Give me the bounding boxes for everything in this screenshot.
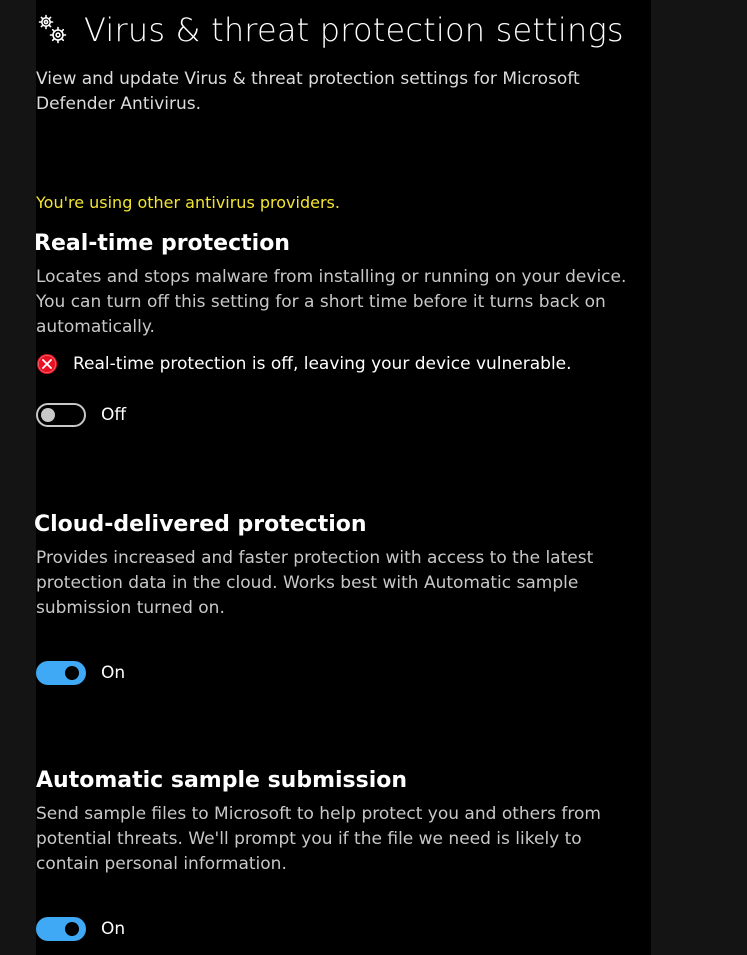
page-description: View and update Virus & threat protection settings for Microsoft Defender Antivirus. <box>36 69 580 114</box>
realtime-protection-toggle-row <box>36 403 646 427</box>
cloud-protection-toggle-row <box>36 661 646 685</box>
gears-icon <box>36 13 70 47</box>
cloud-protection-toggle-label: On <box>101 663 126 683</box>
sample-submission-toggle-row <box>36 917 646 941</box>
realtime-protection-description: Locates and stops malware from installing or running on your device. You can turn off this setting for a short time before it turns back on automatically. <box>36 267 627 337</box>
sample-submission-title: Automatic sample submission <box>36 768 408 793</box>
page-header <box>36 8 624 52</box>
sample-submission-description: Send sample files to Microsoft to help protect you and others from potential threats. We'll prompt you if the file we need is likely to contain personal information. <box>36 804 601 874</box>
realtime-protection-warning-text: Real-time protection is off, leaving your device vulnerable. <box>73 354 572 374</box>
realtime-protection-toggle[interactable] <box>36 403 86 427</box>
cloud-protection-title: Cloud-delivered protection <box>34 512 367 537</box>
realtime-protection-title: Real-time protection <box>34 231 290 256</box>
toggle-knob <box>65 922 79 936</box>
toggle-knob <box>65 666 79 680</box>
cloud-protection-toggle[interactable] <box>36 661 86 685</box>
page-title: Virus & threat protection settings <box>84 11 624 49</box>
sample-submission-toggle-label: On <box>101 919 126 939</box>
antivirus-provider-notice: You're using other antivirus providers. <box>36 193 340 212</box>
cloud-protection-description: Provides increased and faster protection with access to the latest protection data in the cloud. Works best with Automatic sample submission turned on. <box>36 548 594 618</box>
toggle-knob <box>41 408 55 422</box>
error-circle-x-icon <box>36 353 58 375</box>
realtime-protection-warning <box>36 352 646 376</box>
cloud-protection-section <box>34 510 646 685</box>
sample-submission-toggle[interactable] <box>36 917 86 941</box>
sample-submission-section <box>34 766 646 941</box>
realtime-protection-toggle-label: Off <box>101 405 127 425</box>
realtime-protection-section <box>34 229 646 427</box>
